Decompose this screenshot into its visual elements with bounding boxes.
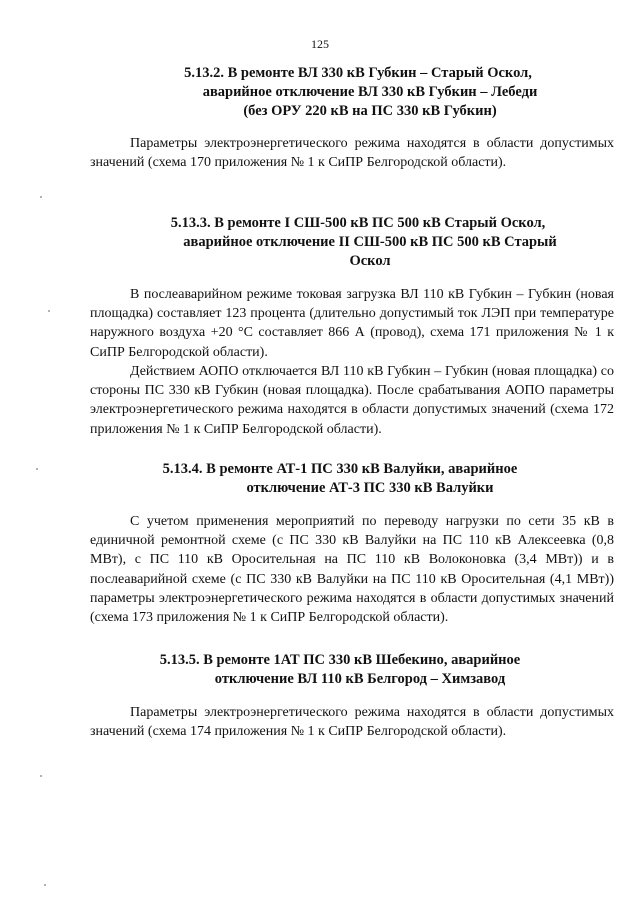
section-heading-5-13-2 — [150, 64, 590, 121]
heading-line: 5.13.3. В ремонте I СШ-500 кВ ПС 500 кВ Старый Оскол, — [170, 215, 546, 231]
section-heading-5-13-3 — [150, 214, 590, 271]
section-heading-5-13-5 — [140, 651, 540, 689]
page-number: 125 — [311, 37, 329, 51]
heading-line: аварийное отключение ВЛ 330 кВ Губкин – Лебеди — [202, 84, 538, 100]
scan-speck — [36, 468, 38, 470]
heading-line: отключение ВЛ 110 кВ Белгород – Химзавод — [214, 671, 506, 687]
scan-speck — [48, 310, 50, 312]
heading-line: аварийное отключение II СШ-500 кВ ПС 500 кВ Старый — [183, 234, 557, 250]
scan-speck — [40, 196, 42, 198]
scan-speck — [44, 884, 46, 886]
section-paragraph: С учетом применения мероприятий по переводу нагрузки по сети 35 кВ в единичной ремонтной схеме (с ПС 330 кВ Валуйки на ПС 110 кВ Алексеевка (0,8 МВт), с ПС 110 кВ Оросительная на ПС 110 кВ Волоконовка (3,4 МВт)) и в послеаварийной схеме (с ПС 330 кВ Валуйки на ПС 110 кВ Оросительная (4,1 МВт)) параметры электроэнергетического режима находятся в области допустимых значений (схема 173 приложения № 1 к СиПР Белгородской области). — [90, 514, 614, 626]
heading-line: 5.13.5. В ремонте 1АТ ПС 330 кВ Шебекино, аварийное — [159, 652, 521, 668]
heading-line: 5.13.4. В ремонте АТ-1 ПС 330 кВ Валуйки, аварийное — [162, 461, 518, 477]
section-paragraph: Параметры электроэнергетического режима находятся в области допустимых значений (схема 170 приложения № 1 к СиПР Белгородской области). — [90, 136, 614, 171]
heading-line: 5.13.2. В ремонте ВЛ 330 кВ Губкин – Старый Оскол, — [184, 65, 532, 81]
heading-line: (без ОРУ 220 кВ на ПС 330 кВ Губкин) — [243, 103, 497, 119]
section-paragraph: Действием АОПО отключается ВЛ 110 кВ Губкин – Губкин (новая площадка) со стороны ПС 330 кВ Губкин (новая площадка). После срабатывания АОПО параметры электроэнергетического режима находятся в области допустимых значений (схема 172 приложения № 1 к СиПР Белгородской области). — [90, 364, 614, 437]
heading-line: Оскол — [349, 253, 391, 269]
section-paragraph: Параметры электроэнергетического режима находятся в области допустимых значений (схема 174 приложения № 1 к СиПР Белгородской области). — [90, 705, 614, 740]
heading-line: отключение АТ-3 ПС 330 кВ Валуйки — [246, 480, 494, 496]
section-heading-5-13-4 — [140, 460, 540, 498]
scan-speck — [40, 775, 42, 777]
section-paragraph: В послеаварийном режиме токовая загрузка ВЛ 110 кВ Губкин – Губкин (новая площадка) составляет 123 процента (длительно допустимый ток ЛЭП при температуре наружного воздуха +20 °С составляет 866 А (провод), схема 171 приложения № 1 к СиПР Белгородской области). — [90, 287, 614, 360]
